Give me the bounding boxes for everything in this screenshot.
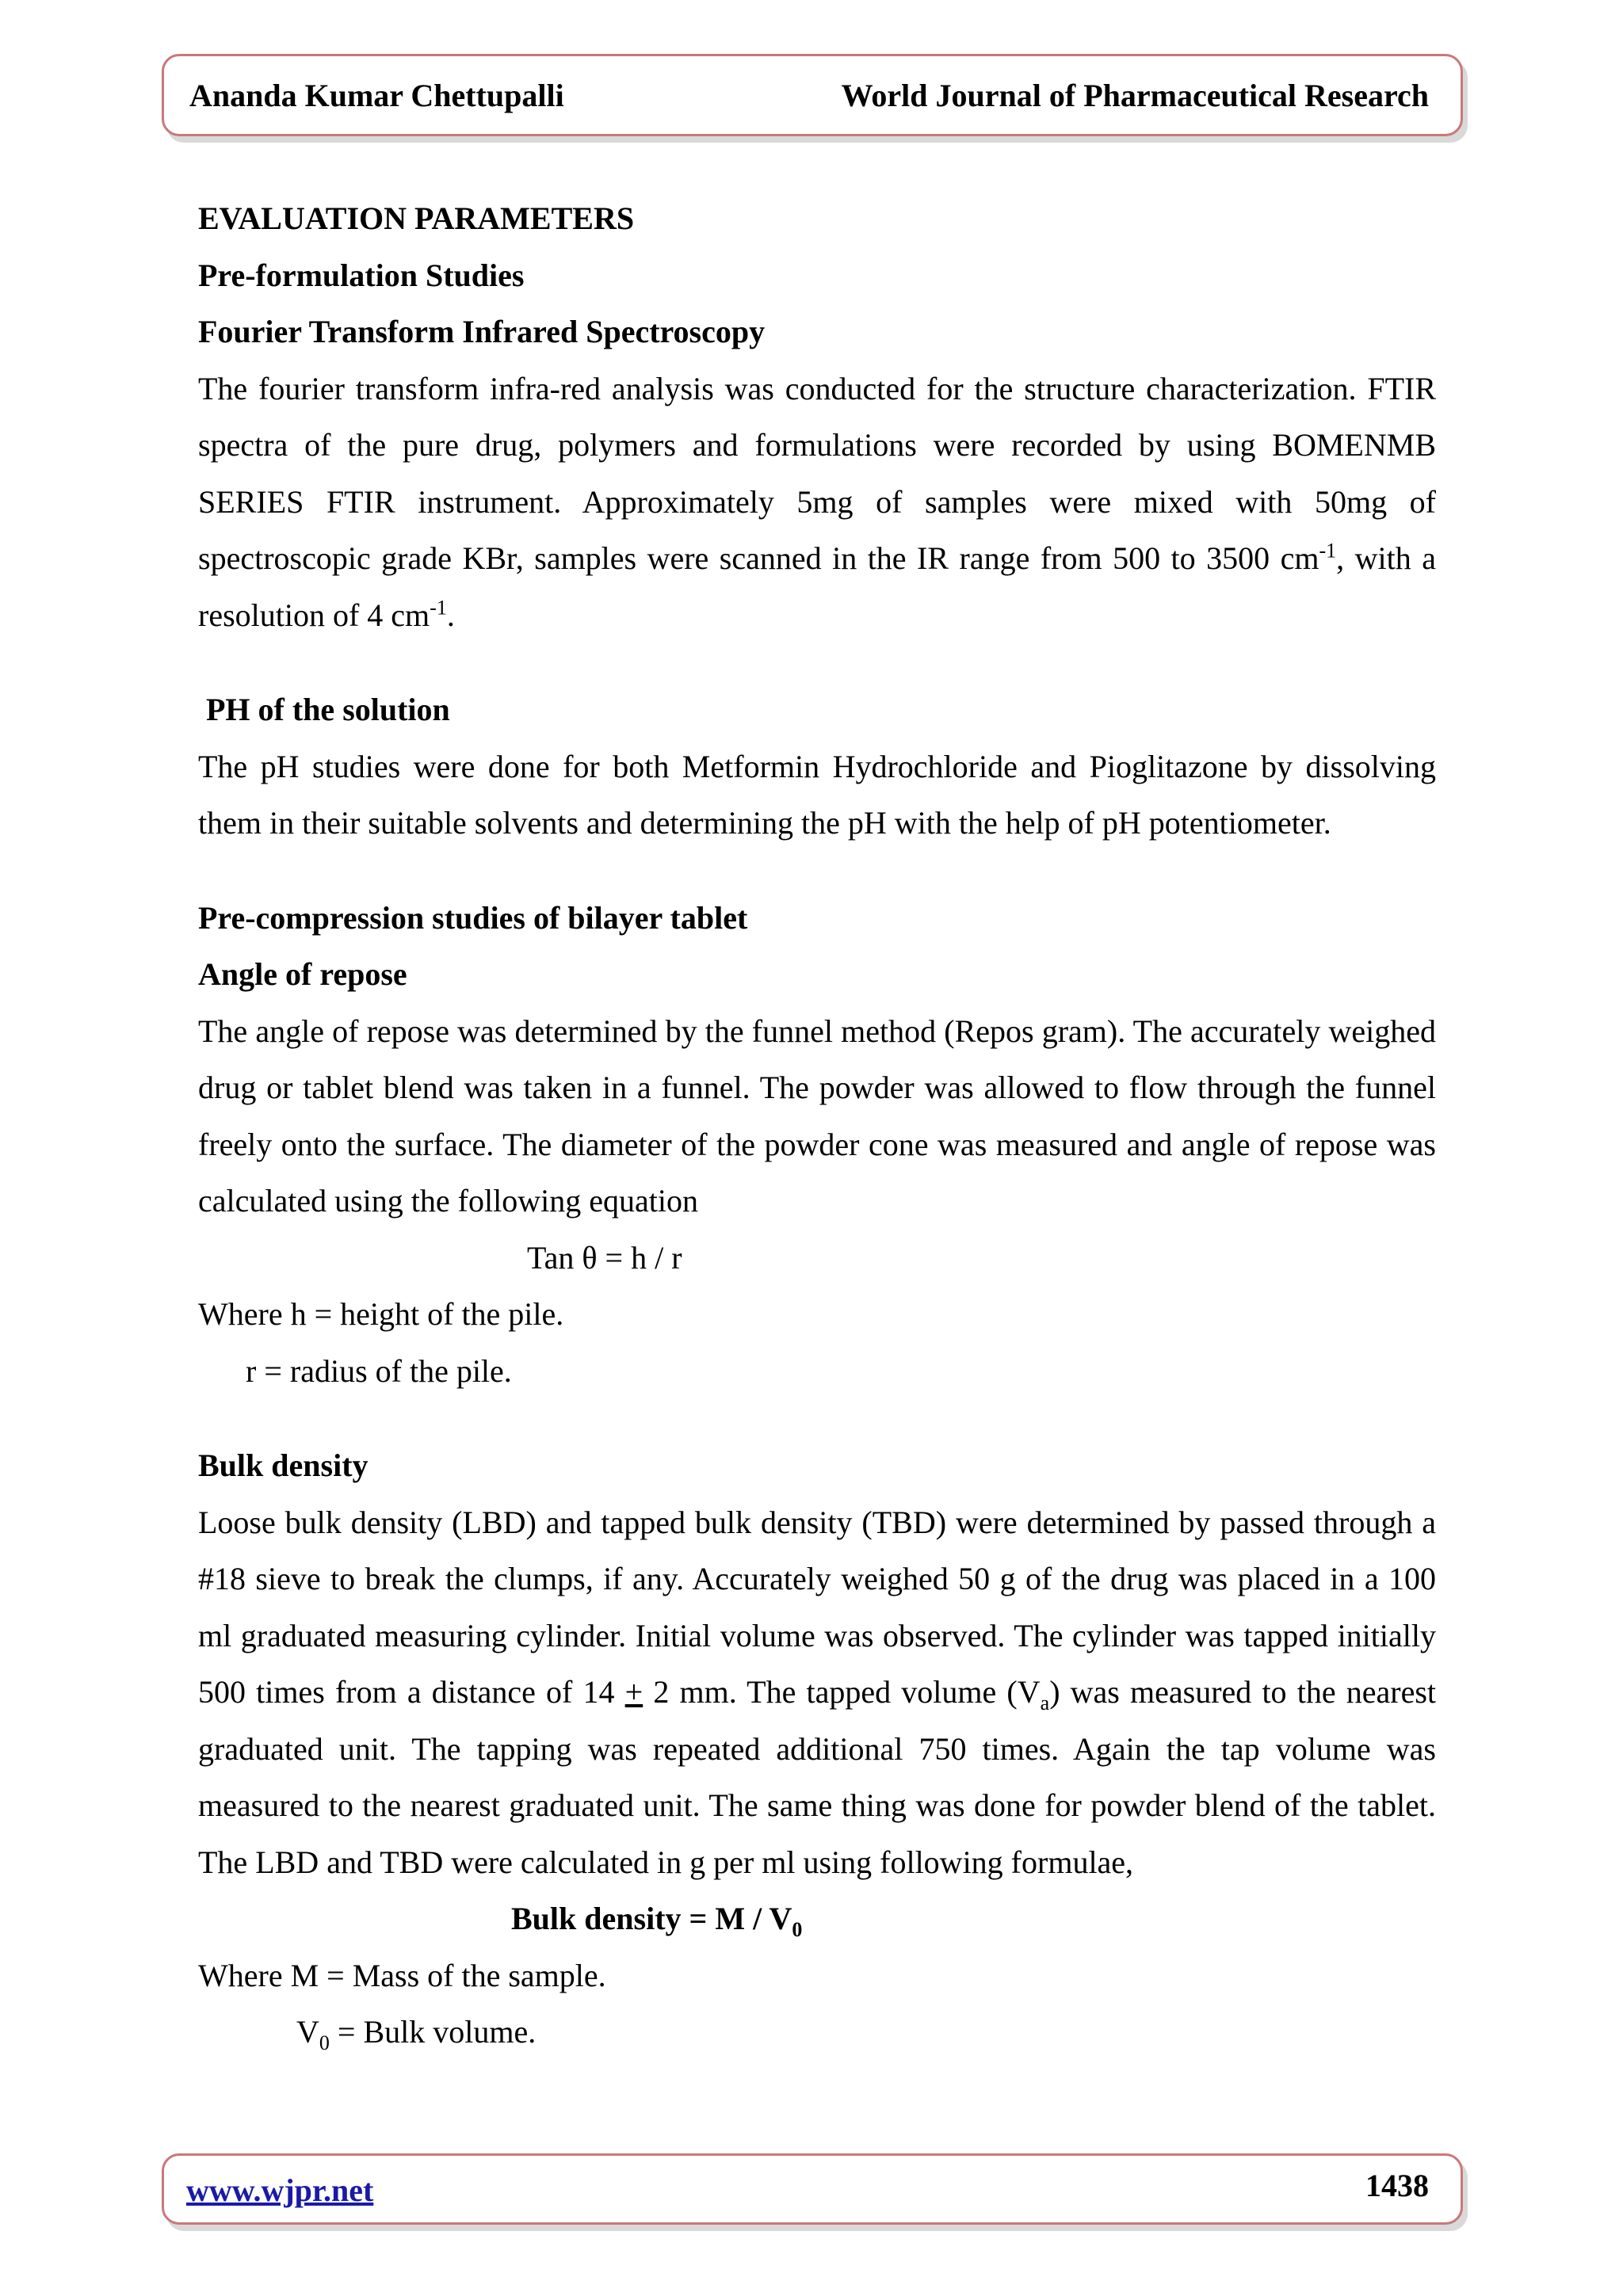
section-heading-angle-of-repose: Angle of repose bbox=[198, 956, 407, 992]
bulk-text-3: ) was measured to the nearest graduated unit. The tapping was repeated additional 750 times. Again the tap volume was measured to the nearest graduated unit. The same thing was done for powder blend of the tablet. The LBD and TBD were calculated in g per ml using following formulae, bbox=[198, 1674, 1436, 1880]
ftir-superscript-2: -1 bbox=[430, 596, 447, 620]
bulk-subscript-a: a bbox=[1040, 1691, 1050, 1714]
bulk-where-v-subscript: 0 bbox=[319, 2031, 330, 2054]
spacer bbox=[198, 852, 1436, 890]
bulk-text-1: Loose bulk density (LBD) and tapped bulk density (TBD) were determined by passed through a #18 sieve to break the clumps, if any. Accurately weighed 50 g of the drug was placed in a 100 ml graduated measuring cylinder. Initial volume was observed. The cylinder was tapped initially 500 times from a distance of 14 bbox=[198, 1504, 1436, 1710]
ftir-superscript-1: -1 bbox=[1319, 539, 1337, 563]
spacer bbox=[198, 643, 1436, 681]
bulk-equation bbox=[198, 1890, 1436, 1947]
bulk-equation-subscript: 0 bbox=[792, 1918, 803, 1941]
bulk-equation-text: Bulk density = M / V bbox=[511, 1901, 792, 1936]
page-footer bbox=[162, 2153, 1463, 2225]
section-heading-precompression: Pre-compression studies of bilayer tablet bbox=[198, 899, 748, 936]
ftir-text-3: . bbox=[446, 597, 455, 633]
ftir-text-1: The fourier transform infra-red analysis was conducted for the structure characterization. FTIR spectra of the pure drug, polymers and formulations were recorded by using BOMENMB SERIES FTIR instrument. Approximately 5mg of samples were mixed with 50mg of spectroscopic grade KBr, samples were scanned in the IR range from 500 to 3500 cm bbox=[198, 370, 1436, 576]
header-author: Ananda Kumar Chettupalli bbox=[189, 78, 564, 113]
section-heading-ph: PH of the solution bbox=[206, 692, 450, 727]
section-heading-evaluation: EVALUATION PARAMETERS bbox=[198, 200, 635, 236]
article-body bbox=[198, 190, 1436, 2061]
page-number: 1438 bbox=[1365, 2168, 1429, 2203]
plus-minus-symbol: + bbox=[624, 1674, 643, 1710]
section-heading-ftir: Fourier Transform Infrared Spectroscopy bbox=[198, 314, 766, 349]
website-link[interactable]: www.wjpr.net bbox=[186, 2172, 374, 2208]
angle-where-r: r = radius of the pile. bbox=[246, 1352, 512, 1389]
section-heading-bulk-density: Bulk density bbox=[198, 1447, 369, 1483]
angle-where-h: Where h = height of the pile. bbox=[198, 1296, 564, 1332]
bulk-where-v-rest: = Bulk volume. bbox=[329, 2014, 537, 2050]
bulk-where-v0 bbox=[198, 2004, 1436, 2061]
angle-paragraph: The angle of repose was determined by the funnel method (Repos gram). The accurately weighed drug or tablet blend was taken in a funnel. The powder was allowed to flow through the funnel freely onto the surface. The diameter of the powder cone was measured and angle of repose was calculated using the following equation bbox=[198, 1013, 1436, 1219]
bulk-where-m: Where M = Mass of the sample. bbox=[198, 1957, 606, 1993]
bulk-text-2: 2 mm. The tapped volume (V bbox=[643, 1674, 1041, 1710]
page-header bbox=[162, 54, 1463, 136]
bulk-paragraph bbox=[198, 1494, 1436, 1891]
bulk-where-v-prefix: V bbox=[296, 2014, 319, 2050]
ftir-paragraph bbox=[198, 360, 1436, 644]
angle-equation: Tan θ = h / r bbox=[527, 1239, 682, 1276]
header-journal: World Journal of Pharmaceutical Research bbox=[841, 78, 1429, 113]
section-heading-preformulation: Pre-formulation Studies bbox=[198, 257, 525, 293]
ftir-text-2: , with a resolution of 4 cm bbox=[198, 540, 1436, 633]
ph-paragraph: The pH studies were done for both Metformin Hydrochloride and Pioglitazone by dissolving them in their suitable solvents and determining the pH with the help of pH potentiometer. bbox=[198, 748, 1436, 841]
spacer bbox=[198, 1399, 1436, 1437]
